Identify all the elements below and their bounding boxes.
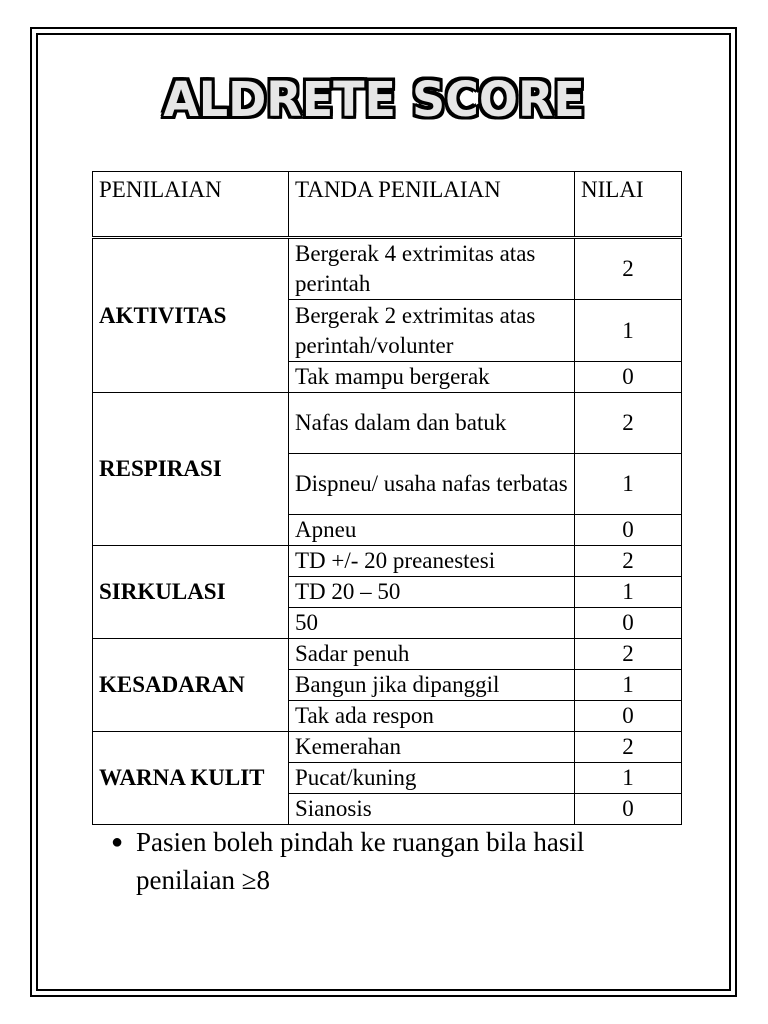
header-nilai: NILAI xyxy=(575,172,682,238)
sign-cell: Pucat/kuning xyxy=(289,763,575,794)
category-aktivitas: AKTIVITAS xyxy=(93,238,289,393)
sign-cell: Dispneu/ usaha nafas terbatas xyxy=(289,454,575,515)
sign-cell: TD +/- 20 preanestesi xyxy=(289,546,575,577)
header-penilaian: PENILAIAN xyxy=(93,172,289,238)
value-cell: 0 xyxy=(575,608,682,639)
value-cell: 2 xyxy=(575,732,682,763)
sign-cell: Bergerak 4 extrimitas atas perintah xyxy=(289,238,575,300)
table-row xyxy=(93,732,682,763)
table-row xyxy=(93,238,682,300)
aldrete-score-table xyxy=(92,171,682,825)
sign-cell: Bergerak 2 extrimitas atas perintah/volunter xyxy=(289,300,575,362)
value-cell: 2 xyxy=(575,546,682,577)
sign-cell: Bangun jika dipanggil xyxy=(289,670,575,701)
table-row xyxy=(93,639,682,670)
note-text: Pasien boleh pindah ke ruangan bila hasil penilaian ≥8 xyxy=(136,827,585,895)
value-cell: 2 xyxy=(575,238,682,300)
sign-cell: Sadar penuh xyxy=(289,639,575,670)
table-header-row xyxy=(93,172,682,238)
category-kesadaran: KESADARAN xyxy=(93,639,289,732)
sign-cell: Sianosis xyxy=(289,794,575,825)
sign-cell: Tak mampu bergerak xyxy=(289,362,575,393)
category-respirasi: RESPIRASI xyxy=(93,393,289,546)
value-cell: 0 xyxy=(575,362,682,393)
category-warna-kulit: WARNA KULIT xyxy=(93,732,289,825)
value-cell: 1 xyxy=(575,454,682,515)
sign-cell: Tak ada respon xyxy=(289,701,575,732)
value-cell: 2 xyxy=(575,639,682,670)
sign-cell: Kemerahan xyxy=(289,732,575,763)
table-row xyxy=(93,546,682,577)
sign-cell: 50 xyxy=(289,608,575,639)
value-cell: 0 xyxy=(575,794,682,825)
value-cell: 1 xyxy=(575,670,682,701)
value-cell: 1 xyxy=(575,577,682,608)
sign-cell: Nafas dalam dan batuk xyxy=(289,393,575,454)
value-cell: 2 xyxy=(575,393,682,454)
page-title: ALDRETE SCORE xyxy=(163,70,585,128)
value-cell: 0 xyxy=(575,515,682,546)
value-cell: 0 xyxy=(575,701,682,732)
table-row xyxy=(93,393,682,454)
bullet-icon: ● xyxy=(111,831,124,853)
category-sirkulasi: SIRKULASI xyxy=(93,546,289,639)
value-cell: 1 xyxy=(575,300,682,362)
header-tanda-penilaian: TANDA PENILAIAN xyxy=(289,172,575,238)
value-cell: 1 xyxy=(575,763,682,794)
sign-cell: TD 20 – 50 xyxy=(289,577,575,608)
sign-cell: Apneu xyxy=(289,515,575,546)
